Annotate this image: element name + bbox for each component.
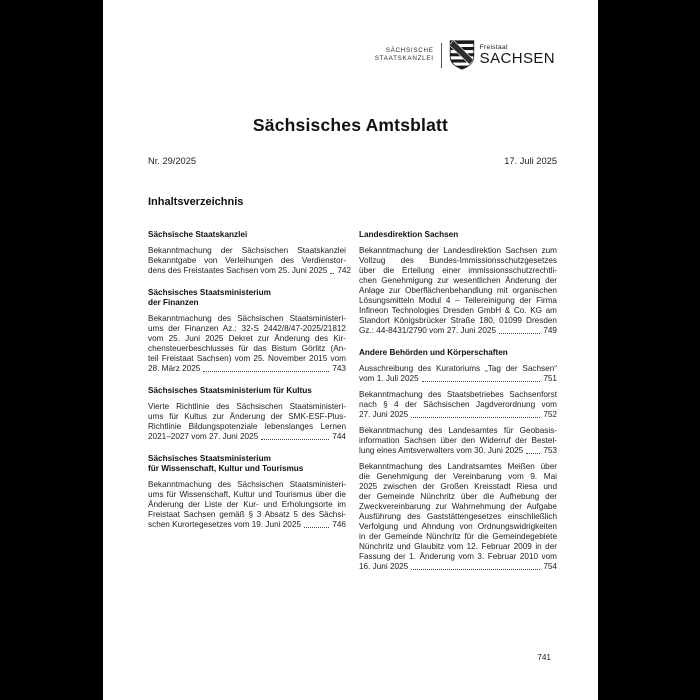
- toc-entry: [148, 314, 346, 374]
- dot-leader: [203, 371, 329, 372]
- entry-page-ref: 744: [332, 432, 346, 441]
- entry-last-line: [359, 446, 557, 456]
- entry-line: ums für Kultus zur Änderung der SMK-ESF-Plus-: [148, 412, 346, 421]
- entry-line: chensteuerbeschlusses für das Bistum Görlitz (An-: [148, 344, 346, 353]
- entry-line: dens des Freistaates Sachsen vom 25. Juni 2025: [148, 266, 328, 275]
- agency-line2: STAATSKANZLEI: [374, 55, 434, 62]
- toc-entry: [359, 246, 557, 336]
- section-heading-line: Andere Behörden und Körperschaften: [359, 348, 508, 357]
- toc-entry: [359, 462, 557, 572]
- entry-line: Vierte Richtlinie des Sächsischen Staatsministeri-: [148, 402, 346, 411]
- entry-line: Ausführung des Gaststättengesetzes einschließlich: [359, 512, 557, 521]
- toc-entry: [148, 246, 351, 276]
- entry-line: Verfolgung und Ahndung von Ordnungswidrigkeiten: [359, 522, 557, 531]
- entry-line: Standort Königsbrücker Straße 180, 01099 Dresden: [359, 316, 557, 325]
- toc-column-right: [359, 230, 557, 572]
- toc-section-kultus: [148, 386, 346, 442]
- toc-section-finanzen: [148, 288, 346, 374]
- dot-leader: [422, 381, 541, 382]
- section-heading-line: der Finanzen: [148, 298, 199, 307]
- toc-entry: [148, 480, 346, 530]
- dot-leader: [304, 527, 329, 528]
- saxony-coat-of-arms-icon: [449, 40, 475, 70]
- entry-line: Vollzug des Bundes-Immissionsschutzgesetzes: [359, 256, 557, 265]
- section-heading-line: Sächsisches Staatsministerium: [148, 454, 271, 463]
- entry-page-ref: 752: [543, 410, 557, 419]
- toc-entry: [359, 364, 557, 384]
- entry-line: information Sachsen über den Widerruf der Bestel-: [359, 436, 557, 445]
- toc-section-staatskanzlei: [148, 230, 351, 276]
- section-heading: [148, 230, 346, 240]
- entry-line: 16. Juni 2025: [359, 562, 409, 571]
- entry-last-line: [359, 562, 557, 572]
- entry-line: Bekanntmachung des Landratsamtes Meißen über: [359, 462, 557, 471]
- entry-line: Bekanntmachung der Landesdirektion Sachsen zum: [359, 246, 557, 255]
- dot-leader: [499, 333, 540, 334]
- section-heading-line: Sächsische Staatskanzlei: [148, 230, 248, 239]
- entry-line: vom 25. Juni 2025 Dekret zur Änderung des Kir-: [148, 334, 346, 343]
- dot-leader: [526, 453, 540, 454]
- entry-last-line: [359, 374, 557, 384]
- entry-line: Zweckvereinbarung zur Wahrnehmung der Aufgabe: [359, 502, 557, 511]
- entry-line: in der Gemeinde Nünchritz für die Gemeindegebiete: [359, 532, 557, 541]
- section-heading: [148, 288, 346, 308]
- entry-line: Anlage zur Oberflächenbehandlung mit organischen: [359, 286, 557, 295]
- dot-leader: [330, 273, 334, 274]
- entry-line: 27. Juni 2025: [359, 410, 409, 419]
- entry-page-ref: 749: [543, 326, 557, 335]
- brand-freistaat: Freistaat: [479, 44, 508, 51]
- toc-column-left: [148, 230, 351, 572]
- dot-leader: [411, 417, 540, 418]
- entry-line: die Genehmigung der Vereinbarung vom 9. Mai: [359, 472, 557, 481]
- entry-line: 28. März 2025: [148, 364, 201, 373]
- entry-last-line: [148, 266, 351, 276]
- toc-entry: [148, 402, 346, 442]
- entry-line: Nünchritz und Glaubitz vom 12. Februar 2009 in der: [359, 542, 557, 551]
- section-heading: [148, 454, 346, 474]
- entry-line: Freistaat Sachsen gemäß § 3 Absatz 5 des Sächsi-: [148, 510, 346, 519]
- agency-name: [375, 47, 434, 64]
- toc-section-wissenschaft: [148, 454, 346, 530]
- entry-page-ref: 754: [543, 562, 557, 571]
- entry-line: Fassung der 1. Änderung vom 3. Februar 2010 vom: [359, 552, 557, 561]
- entry-line: vom 1. Juli 2025: [359, 374, 419, 383]
- entry-line: Änderung der Liste der Kur- und Erholungsorte im: [148, 500, 346, 509]
- dot-leader: [411, 569, 540, 570]
- brand-sachsen: SACHSEN: [479, 50, 555, 67]
- logo-divider: [441, 43, 442, 68]
- entry-page-ref: 742: [337, 266, 351, 275]
- entry-line: lung eines Amtsverwalters vom 30. Juni 2025: [359, 446, 524, 455]
- entry-line: ums der Finanzen Az.: 32-S 2442/8/47-2025/21812: [148, 324, 346, 333]
- entry-line: Bekanntmachung des Sächsischen Staatsministeri-: [148, 480, 346, 489]
- entry-last-line: [148, 364, 346, 374]
- entry-line: schen Kurortegesetzes vom 19. Juni 2025: [148, 520, 301, 529]
- section-heading: [359, 348, 557, 358]
- gazette-page: [103, 0, 598, 700]
- section-heading-line: Sächsisches Staatsministerium: [148, 288, 271, 297]
- entry-line: teil Freistaat Sachsen) vom 25. November 2015 vom: [148, 354, 346, 363]
- toc-columns: [148, 230, 557, 572]
- entry-line: Bekanntmachung des Landesamtes für Geobasis-: [359, 426, 557, 435]
- entry-line: 2021–2027 vom 27. Juni 2025: [148, 432, 259, 441]
- section-heading-line: für Wissenschaft, Kultur und Tourismus: [148, 464, 304, 473]
- dot-leader: [261, 439, 329, 440]
- entry-line: chen Genehmigung zur wesentlichen Änderung der: [359, 276, 557, 285]
- agency-line1: SÄCHSISCHE: [385, 46, 434, 54]
- issue-meta-row: [148, 156, 557, 166]
- entry-line: Bekanntmachung des Staatsbetriebes Sachsenforst: [359, 390, 557, 399]
- entry-page-ref: 743: [332, 364, 346, 373]
- freistaat-sachsen-wordmark: [480, 44, 555, 66]
- entry-line: Bekanntgabe von Verleihungen des Verdienstor-: [148, 256, 346, 265]
- entry-last-line: [359, 410, 557, 420]
- staatskanzlei-logo: [375, 40, 555, 70]
- toc-entry: [359, 426, 557, 456]
- entry-line: über die Erteilung einer immissionsschutzrechtli-: [359, 266, 557, 275]
- section-heading: [359, 230, 557, 240]
- entry-page-ref: 746: [332, 520, 346, 529]
- section-heading-line: Sächsisches Staatsministerium für Kultus: [148, 386, 312, 395]
- entry-line: Richtlinie Bildungspotenziale lebenslanges Lernen: [148, 422, 346, 431]
- entry-line: Lösungsmitteln Modul 4 – Teilereinigung der Firma: [359, 296, 557, 305]
- issue-date: 17. Juli 2025: [504, 156, 557, 166]
- entry-line: Infineon Technologies Dresden GmbH & Co. KG am: [359, 306, 557, 315]
- entry-last-line: [148, 520, 346, 530]
- entry-page-ref: 753: [543, 446, 557, 455]
- entry-line: Gz.: 44-8431/2790 vom 27. Juni 2025: [359, 326, 497, 335]
- toc-section-landesdirektion: [359, 230, 557, 336]
- entry-line: Bekanntmachung des Sächsischen Staatsministeri-: [148, 314, 346, 323]
- toc-entry: [359, 390, 557, 420]
- issue-number: Nr. 29/2025: [148, 156, 197, 166]
- entry-last-line: [148, 432, 346, 442]
- entry-line: der Gemeinde Nünchritz über die Aufhebung der: [359, 492, 557, 501]
- entry-line: 2025 zwischen der Großen Kreisstadt Riesa und: [359, 482, 557, 491]
- footer-page-number: 741: [537, 653, 551, 662]
- entry-line: nach § 4 der Sächsischen Jagdverordnung vom: [359, 400, 557, 409]
- section-heading: [148, 386, 346, 396]
- page-title: Sächsisches Amtsblatt: [252, 115, 449, 135]
- entry-line: ums für Wissenschaft, Kultur und Tourismus über die: [148, 490, 346, 499]
- section-heading-line: Landesdirektion Sachsen: [359, 230, 459, 239]
- entry-page-ref: 751: [543, 374, 557, 383]
- toc-heading: Inhaltsverzeichnis: [148, 196, 244, 208]
- entry-line: Bekanntmachung der Sächsischen Staatskanzlei: [148, 246, 346, 255]
- entry-last-line: [359, 326, 557, 336]
- entry-line: Ausschreibung des Kuratoriums „Tag der Sachsen“: [359, 364, 557, 373]
- toc-section-andere-behoerden: [359, 348, 557, 572]
